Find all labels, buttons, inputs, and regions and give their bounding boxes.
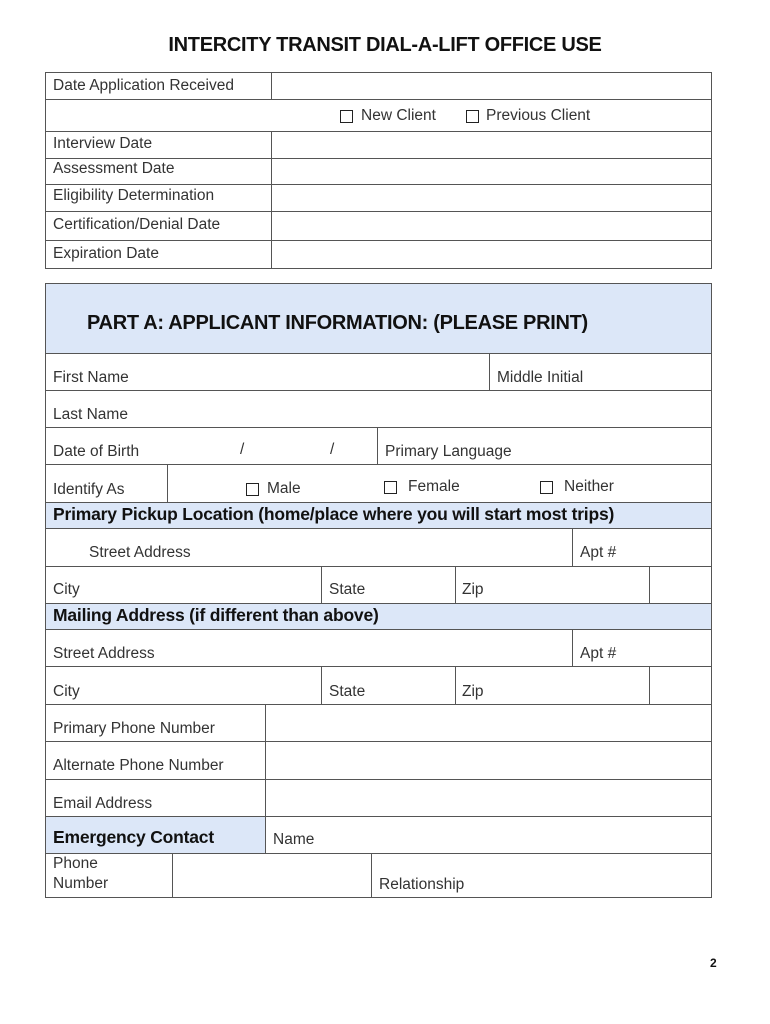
pickup-street-field[interactable]: [200, 529, 571, 566]
alternate-phone-label: Alternate Phone Number: [53, 757, 224, 774]
pickup-apt-label: Apt #: [580, 544, 617, 561]
emergency-relationship-label: Relationship: [379, 876, 465, 893]
middle-initial-label: Middle Initial: [497, 369, 584, 386]
pickup-street-label: Street Address: [89, 544, 191, 561]
assessment-date-field[interactable]: [272, 159, 711, 184]
interview-date-label: Interview Date: [53, 135, 153, 152]
mailing-heading: Mailing Address (if different than above): [53, 605, 379, 625]
date-received-label: Date Application Received: [53, 77, 234, 94]
primary-language-label: Primary Language: [385, 443, 512, 460]
divider: [377, 427, 378, 464]
divider: [45, 603, 712, 604]
page-number: 2: [710, 956, 717, 970]
divider: [45, 502, 712, 503]
pickup-state-field[interactable]: [372, 567, 454, 603]
interview-date-field[interactable]: [272, 132, 711, 158]
identify-as-label: Identify As: [53, 481, 125, 498]
emergency-heading: Emergency Contact: [53, 827, 214, 847]
emergency-relationship-field[interactable]: [475, 854, 711, 897]
divider: [321, 666, 322, 704]
pickup-zip-field[interactable]: [490, 567, 648, 603]
eligibility-field[interactable]: [272, 185, 711, 211]
emergency-phone-field[interactable]: [173, 854, 370, 897]
primary-phone-field[interactable]: [266, 705, 711, 741]
divider: [649, 566, 650, 603]
emergency-name-field[interactable]: [320, 817, 711, 853]
pickup-apt-field[interactable]: [625, 529, 711, 566]
divider: [572, 629, 573, 666]
divider: [489, 353, 490, 390]
date-received-field[interactable]: [272, 73, 711, 99]
mailing-street-label: Street Address: [53, 645, 155, 662]
neither-label: Neither: [564, 478, 614, 495]
first-name-label: First Name: [53, 369, 129, 386]
last-name-field[interactable]: [140, 391, 711, 427]
middle-initial-field[interactable]: [600, 354, 711, 390]
expiration-label: Expiration Date: [53, 245, 159, 262]
last-name-label: Last Name: [53, 406, 128, 423]
certification-field[interactable]: [272, 212, 711, 240]
divider: [321, 566, 322, 603]
email-field[interactable]: [266, 780, 711, 816]
divider: [455, 566, 456, 603]
female-label: Female: [408, 478, 460, 495]
mailing-state-field[interactable]: [372, 667, 454, 704]
mailing-state-label: State: [329, 683, 366, 700]
female-checkbox[interactable]: [384, 481, 397, 494]
divider: [167, 464, 168, 502]
mailing-city-label: City: [53, 683, 80, 700]
divider: [45, 99, 712, 100]
previous-client-label: Previous Client: [486, 107, 591, 124]
male-checkbox[interactable]: [246, 483, 259, 496]
alternate-phone-field[interactable]: [266, 742, 711, 779]
pickup-city-label: City: [53, 581, 80, 598]
page-title: INTERCITY TRANSIT DIAL-A-LIFT OFFICE USE: [168, 34, 602, 56]
email-label: Email Address: [53, 795, 153, 812]
pickup-city-field[interactable]: [90, 567, 320, 603]
previous-client-checkbox[interactable]: [466, 110, 479, 123]
mailing-city-field[interactable]: [90, 667, 320, 704]
mailing-street-field[interactable]: [165, 630, 571, 666]
male-label: Male: [267, 480, 301, 497]
dob-label: Date of Birth: [53, 443, 140, 460]
first-name-field[interactable]: [150, 354, 488, 390]
dob-slash: /: [240, 441, 245, 458]
neither-checkbox[interactable]: [540, 481, 553, 494]
mailing-zip-label: Zip: [462, 683, 484, 700]
expiration-field[interactable]: [272, 241, 711, 269]
emergency-name-label: Name: [273, 831, 315, 848]
emergency-phone-label-line1: Phone: [53, 855, 98, 872]
divider: [371, 853, 372, 898]
divider: [572, 528, 573, 566]
dob-field[interactable]: [155, 428, 376, 464]
assessment-date-label: Assessment Date: [53, 160, 175, 177]
eligibility-label: Eligibility Determination: [53, 187, 215, 204]
mailing-zip-field[interactable]: [490, 667, 648, 704]
certification-label: Certification/Denial Date: [53, 216, 221, 233]
emergency-phone-label-line2: Number: [53, 875, 109, 892]
pickup-state-label: State: [329, 581, 366, 598]
part-a-title: PART A: APPLICANT INFORMATION: (PLEASE PRINT): [87, 312, 588, 334]
new-client-checkbox[interactable]: [340, 110, 353, 123]
pickup-zip-label: Zip: [462, 581, 484, 598]
divider: [455, 666, 456, 704]
mailing-apt-label: Apt #: [580, 645, 617, 662]
new-client-label: New Client: [361, 107, 436, 124]
dob-slash: /: [330, 441, 335, 458]
primary-language-field[interactable]: [525, 428, 711, 464]
divider: [45, 464, 712, 465]
primary-phone-label: Primary Phone Number: [53, 720, 215, 737]
mailing-apt-field[interactable]: [625, 630, 711, 666]
divider: [649, 666, 650, 704]
pickup-heading: Primary Pickup Location (home/place where you will start most trips): [53, 504, 615, 524]
